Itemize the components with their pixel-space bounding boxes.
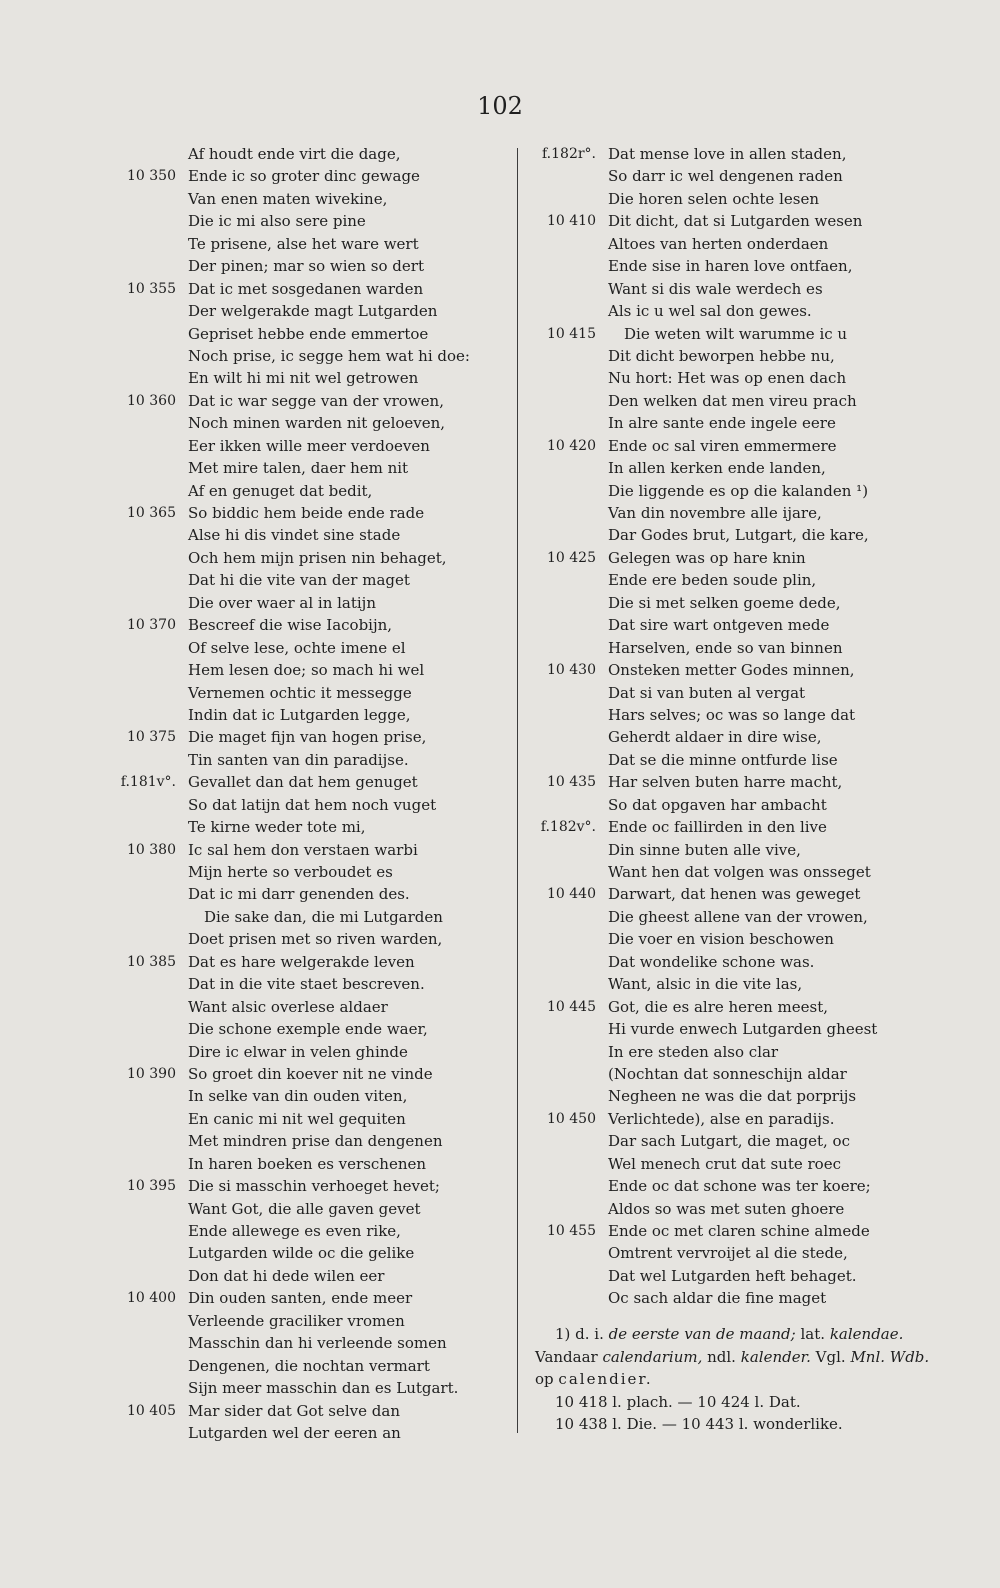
verse-text: Dat ic war segge van der vrowen,	[188, 391, 444, 410]
verse-line	[110, 704, 505, 726]
line-number: 10 355	[127, 280, 176, 297]
verse-text: Met mindren prise dan dengenen	[188, 1132, 443, 1151]
footnote-italic: kalendae.	[829, 1325, 904, 1343]
verse-line	[530, 165, 950, 187]
verse-line	[110, 839, 505, 861]
verse-line	[530, 390, 950, 412]
verse-line	[530, 1153, 950, 1175]
verse-text: Die si met selken goeme dede,	[608, 593, 841, 612]
verse-text: Din sinne buten alle vive,	[608, 840, 801, 859]
verse-line	[110, 1220, 505, 1242]
verse-text: Dat hi die vite van der maget	[188, 571, 410, 590]
verse-line	[110, 210, 505, 232]
verse-text: Dat es hare welgerakde leven	[188, 952, 415, 971]
verse-text: Don dat hi dede wilen eer	[188, 1266, 385, 1285]
verse-line	[110, 1355, 505, 1377]
verse-line	[530, 547, 950, 569]
verse-line	[110, 861, 505, 883]
footnote-1-line-1	[535, 1323, 945, 1346]
verse-line	[110, 390, 505, 412]
verse-line	[110, 165, 505, 187]
verse-line	[110, 928, 505, 950]
verse-text: Met mire talen, daer hem nit	[188, 459, 409, 478]
verse-text: Te prisene, alse het ware wert	[188, 234, 419, 253]
verse-text: Har selven buten harre macht,	[608, 773, 843, 792]
verse-line	[530, 1175, 950, 1197]
verse-line	[110, 996, 505, 1018]
verse-text: Die over waer al in latijn	[188, 593, 376, 612]
line-number: 10 365	[127, 505, 176, 521]
verse-line	[530, 906, 950, 928]
verse-line	[110, 1265, 505, 1287]
verse-line	[110, 1422, 505, 1444]
line-number: 10 420	[547, 437, 596, 454]
verse-line	[530, 839, 950, 861]
verse-line	[530, 435, 950, 457]
line-number: f.182r°.	[542, 146, 596, 162]
line-number: 10 435	[547, 774, 596, 791]
line-number: 10 390	[127, 1065, 176, 1082]
verse-line	[530, 323, 950, 345]
verse-line	[530, 1041, 950, 1063]
verse-line	[530, 973, 950, 995]
verse-line	[530, 1265, 950, 1287]
footnotes	[535, 1323, 945, 1436]
verse-line	[530, 861, 950, 883]
verse-text: Gepriset hebbe ende emmertoe	[188, 324, 429, 343]
verse-text: Ende sise in haren love ontfaen,	[608, 257, 853, 276]
verse-text: In allen kerken ende landen,	[608, 459, 826, 478]
verse-text: (Nochtan dat sonneschijn aldar	[608, 1064, 847, 1083]
verse-text: Verleende graciliker vromen	[188, 1311, 405, 1330]
verse-text: Die maget fijn van hogen prise,	[188, 728, 427, 747]
verse-text: Te kirne weder tote mi,	[188, 818, 366, 837]
verse-line	[530, 457, 950, 479]
verse-text: Bescreef die wise Iacobijn,	[188, 616, 393, 635]
verse-line	[110, 345, 505, 367]
verse-text: Want, alsic in die vite las,	[608, 975, 803, 994]
verse-text: Noch minen warden nit geloeven,	[188, 414, 446, 433]
footnote-text: Vgl.	[815, 1347, 846, 1366]
verse-line	[110, 1198, 505, 1220]
verse-text: Die ic mi also sere pine	[188, 212, 366, 231]
verse-line	[110, 1242, 505, 1264]
verse-line	[110, 1041, 505, 1063]
verse-text: So biddic hem beide ende rade	[188, 504, 425, 522]
verse-text: Af houdt ende virt die dage,	[188, 145, 401, 163]
footnote-text: ndl.	[707, 1347, 736, 1366]
line-number: 10 455	[547, 1223, 596, 1239]
line-number: 10 445	[547, 998, 596, 1015]
verse-line	[530, 1085, 950, 1107]
verse-text: Dat ic mi darr genenden des.	[188, 885, 410, 904]
footnote-italic: de eerste van de maand;	[608, 1325, 796, 1343]
verse-text: Harselven, ende so van binnen	[608, 638, 843, 657]
verse-text: Verlichtede), alse en paradijs.	[608, 1109, 835, 1128]
verse-line	[110, 637, 505, 659]
footnote-text: lat.	[800, 1325, 826, 1343]
verse-line	[110, 592, 505, 614]
verse-line	[110, 233, 505, 255]
page-number: 102	[477, 92, 523, 120]
line-number: 10 400	[127, 1290, 176, 1307]
verse-text: Der pinen; mar so wien so dert	[188, 257, 424, 276]
verse-text: Mijn herte so verboudet es	[188, 863, 393, 881]
verse-line	[110, 1108, 505, 1130]
verse-line	[110, 547, 505, 569]
verse-text: Den welken dat men vireu prach	[608, 391, 857, 410]
verse-text: Omtrent vervroijet al die stede,	[608, 1244, 848, 1263]
verse-text: Din ouden santen, ende meer	[188, 1289, 413, 1308]
line-number: 10 415	[547, 325, 596, 342]
verse-text: Dit dicht, dat si Lutgarden wesen	[608, 212, 863, 231]
verse-text: Af en genuget dat bedit,	[188, 481, 373, 500]
verse-line	[110, 480, 505, 502]
verse-line	[110, 323, 505, 345]
correction-line-2: 10 438 l. Die. — 10 443 l. wonderlike.	[555, 1415, 843, 1433]
verse-text: Tin santen van din paradijse.	[188, 750, 409, 769]
verse-text: Got, die es alre heren meest,	[608, 997, 829, 1016]
verse-text: Ende allewege es even rike,	[188, 1222, 401, 1240]
line-number: 10 405	[127, 1402, 176, 1419]
verse-text: En wilt hi mi nit wel getrowen	[188, 369, 419, 388]
verse-line	[110, 614, 505, 636]
footnote-marker: 1) d. i.	[555, 1325, 604, 1343]
verse-line	[530, 592, 950, 614]
verse-line	[530, 771, 950, 793]
verse-text: Gevallet dan dat hem genuget	[188, 773, 418, 792]
verse-line	[110, 1063, 505, 1085]
footnote-1-line-3	[535, 1368, 945, 1391]
verse-line	[530, 928, 950, 950]
verse-text: Van din novembre alle ijare,	[608, 504, 822, 522]
verse-line	[110, 1175, 505, 1197]
verse-line	[530, 569, 950, 591]
verse-line	[110, 143, 505, 165]
verse-text: Masschin dan hi verleende somen	[188, 1334, 447, 1353]
verse-text: Eer ikken wille meer verdoeven	[188, 436, 430, 455]
verse-line	[110, 1400, 505, 1422]
verse-text: Dat ic met sosgedanen warden	[188, 279, 424, 298]
verse-text: Aldos so was met suten ghoere	[608, 1199, 845, 1218]
verse-line	[530, 480, 950, 502]
verse-text: Altoes van herten onderdaen	[608, 234, 829, 253]
verse-text: Die gheest allene van der vrowen,	[608, 907, 868, 926]
verse-line	[110, 749, 505, 771]
verse-text: Dat sire wart ontgeven mede	[608, 616, 830, 635]
footnote-italic: Mnl. Wdb.	[850, 1347, 930, 1366]
verse-line	[110, 816, 505, 838]
verse-text: Ende ere beden soude plin,	[608, 571, 817, 590]
verse-line	[530, 659, 950, 681]
verse-line	[530, 794, 950, 816]
verse-text: Vernemen ochtic it messegge	[188, 683, 412, 702]
verse-line	[110, 1130, 505, 1152]
verse-line	[530, 524, 950, 546]
verse-text: Die sake dan, die mi Lutgarden	[204, 907, 443, 926]
verse-line	[530, 637, 950, 659]
verse-line	[110, 771, 505, 793]
verse-text: Gelegen was op hare knin	[608, 548, 806, 567]
line-number: 10 375	[127, 729, 176, 746]
verse-line	[110, 682, 505, 704]
verse-line	[110, 1085, 505, 1107]
verse-text: Die schone exemple ende waer,	[188, 1020, 428, 1039]
verse-text: Ende ic so groter dinc gewage	[188, 167, 420, 186]
verse-line	[530, 233, 950, 255]
verse-text: Ic sal hem don verstaen warbi	[188, 840, 418, 859]
verse-line	[110, 951, 505, 973]
footnote-italic: kalender.	[740, 1347, 811, 1366]
right-column	[530, 143, 950, 1310]
verse-text: Indin dat ic Lutgarden legge,	[188, 705, 411, 724]
verse-line	[530, 749, 950, 771]
line-number: 10 350	[127, 168, 176, 185]
line-number: 10 430	[547, 662, 596, 679]
verse-text: In selke van din ouden viten,	[188, 1087, 408, 1106]
verse-line	[110, 367, 505, 389]
verse-text: Dat si van buten al vergat	[608, 683, 806, 702]
verse-text: Dar sach Lutgart, die maget, oc	[608, 1132, 850, 1151]
footnote-text: Vandaar	[535, 1347, 598, 1366]
verse-text: So dat opgaven har ambacht	[608, 795, 827, 814]
verse-text: In haren boeken es verschenen	[188, 1154, 427, 1173]
verse-line	[530, 1063, 950, 1085]
verse-text: Nu hort: Het was op enen dach	[608, 369, 847, 388]
footnote-1-line-2	[535, 1346, 945, 1369]
verse-text: Ende oc sal viren emmermere	[608, 436, 837, 455]
verse-text: Onsteken metter Godes minnen,	[608, 661, 855, 680]
verse-line	[530, 278, 950, 300]
verse-line	[110, 883, 505, 905]
verse-text: So groet din koever nit ne vinde	[188, 1064, 433, 1083]
verse-text: Oc sach aldar die fine maget	[608, 1289, 827, 1308]
verse-line	[110, 255, 505, 277]
verse-text: Och hem mijn prisen nin behaget,	[188, 548, 447, 567]
verse-text: Ende oc dat schone was ter koere;	[608, 1177, 871, 1196]
verse-text: Als ic u wel sal don gewes.	[608, 302, 812, 321]
verse-text: Geherdt aldaer in dire wise,	[608, 728, 822, 747]
line-number: f.181v°.	[120, 774, 176, 791]
verse-text: Mar sider dat Got selve dan	[188, 1401, 400, 1420]
verse-text: Der welgerakde magt Lutgarden	[188, 302, 438, 321]
line-number: 10 425	[547, 549, 596, 566]
verse-line	[110, 300, 505, 322]
verse-line	[110, 435, 505, 457]
line-number: f.182v°.	[540, 819, 596, 836]
verse-line	[530, 682, 950, 704]
verse-line	[530, 502, 950, 524]
verse-line	[530, 951, 950, 973]
verse-line	[110, 659, 505, 681]
verse-line	[530, 1198, 950, 1220]
verse-line	[530, 1108, 950, 1130]
verse-line	[530, 367, 950, 389]
footnote-italic: calendarium,	[602, 1347, 703, 1366]
verse-text: Wel menech crut dat sute roec	[608, 1154, 841, 1173]
verse-line	[530, 143, 950, 165]
verse-text: Die weten wilt warumme ic u	[624, 324, 848, 343]
verse-line	[110, 1310, 505, 1332]
verse-line	[530, 726, 950, 748]
verse-text: In ere steden also clar	[608, 1042, 779, 1061]
verse-line	[530, 1242, 950, 1264]
verse-text: Sijn meer masschin dan es Lutgart.	[188, 1379, 459, 1398]
line-number: 10 410	[547, 213, 596, 230]
verse-line	[530, 210, 950, 232]
verse-line	[530, 300, 950, 322]
verse-text: So darr ic wel dengenen raden	[608, 167, 843, 186]
verse-line	[110, 457, 505, 479]
line-number: 10 370	[127, 617, 176, 634]
verse-text: Alse hi dis vindet sine stade	[188, 526, 401, 545]
verse-line	[530, 345, 950, 367]
verse-line	[110, 1287, 505, 1309]
verse-line	[530, 1018, 950, 1040]
footnote-text: op	[535, 1370, 554, 1388]
verse-line	[530, 1287, 950, 1309]
verse-line	[530, 255, 950, 277]
verse-line	[530, 412, 950, 434]
footnote-spaced-text: calendier.	[558, 1370, 653, 1388]
verse-line	[110, 569, 505, 591]
verse-text: Of selve lese, ochte imene el	[188, 638, 406, 657]
verse-text: Want hen dat volgen was onsseget	[608, 863, 871, 881]
verse-line	[110, 188, 505, 210]
line-number: 10 440	[547, 886, 596, 903]
line-number: 10 450	[547, 1110, 596, 1127]
verse-line	[530, 188, 950, 210]
left-column	[110, 143, 505, 1444]
verse-line	[110, 1332, 505, 1354]
verse-line	[110, 278, 505, 300]
column-divider	[517, 148, 518, 1433]
verse-line	[530, 704, 950, 726]
verse-line	[110, 502, 505, 524]
verse-text: Lutgarden wel der eeren an	[188, 1423, 401, 1442]
verse-text: Doet prisen met so riven warden,	[188, 930, 443, 949]
verse-line	[110, 906, 505, 928]
verse-line	[530, 883, 950, 905]
verse-text: Hars selves; oc was so lange dat	[608, 705, 856, 724]
verse-text: Dit dicht beworpen hebbe nu,	[608, 346, 835, 365]
verse-text: In alre sante ende ingele eere	[608, 414, 836, 433]
verse-text: Dat in die vite staet bescreven.	[188, 975, 425, 994]
verse-text: Ende oc met claren schine almede	[608, 1222, 870, 1240]
verse-text: Die si masschin verhoeget hevet;	[188, 1177, 440, 1196]
verse-text: Dat se die minne ontfurde lise	[608, 750, 838, 769]
verse-line	[110, 973, 505, 995]
verse-line	[530, 1220, 950, 1242]
verse-text: Darwart, dat henen was geweget	[608, 885, 861, 904]
verse-text: Lutgarden wilde oc die gelike	[188, 1244, 415, 1263]
verse-text: Die voer en vision beschowen	[608, 930, 834, 949]
verse-line	[110, 1018, 505, 1040]
verse-text: Dire ic elwar in velen ghinde	[188, 1042, 408, 1061]
verse-text: Want alsic overlese aldaer	[188, 997, 388, 1016]
line-number: 10 360	[127, 392, 176, 409]
verse-text: Dat mense love in allen staden,	[608, 145, 847, 163]
verse-text: Hi vurde enwech Lutgarden gheest	[608, 1020, 878, 1039]
verse-text: Dengenen, die nochtan vermart	[188, 1356, 430, 1375]
verse-line	[110, 1153, 505, 1175]
verse-text: Van enen maten wivekine,	[188, 189, 388, 208]
line-number: 10 385	[127, 953, 176, 970]
verse-text: En canic mi nit wel gequiten	[188, 1109, 406, 1128]
verse-text: Want Got, die alle gaven gevet	[188, 1199, 421, 1218]
verse-line	[530, 996, 950, 1018]
verse-text: So dat latijn dat hem noch vuget	[188, 795, 437, 814]
verse-text: Hem lesen doe; so mach hi wel	[188, 661, 425, 680]
verse-line	[530, 614, 950, 636]
line-number: 10 380	[127, 841, 176, 858]
line-number: 10 395	[127, 1178, 176, 1195]
verse-text: Dar Godes brut, Lutgart, die kare,	[608, 526, 869, 545]
verse-text: Die liggende es op die kalanden ¹)	[608, 481, 869, 500]
verse-text: Negheen ne was die dat porprijs	[608, 1087, 857, 1106]
verse-text: Die horen selen ochte lesen	[608, 189, 819, 208]
verse-line	[110, 794, 505, 816]
verse-text: Want si dis wale werdech es	[608, 279, 823, 298]
verse-text: Noch prise, ic segge hem wat hi doe:	[188, 346, 470, 365]
verse-line	[110, 726, 505, 748]
verse-line	[110, 412, 505, 434]
correction-line-1: 10 418 l. plach. — 10 424 l. Dat.	[555, 1392, 801, 1411]
verse-line	[110, 524, 505, 546]
verse-text: Dat wondelike schone was.	[608, 952, 815, 971]
verse-text: Ende oc faillirden in den live	[608, 818, 827, 837]
verse-line	[110, 1377, 505, 1399]
verse-line	[530, 1130, 950, 1152]
verse-line	[530, 816, 950, 838]
verse-text: Dat wel Lutgarden heft behaget.	[608, 1266, 857, 1285]
